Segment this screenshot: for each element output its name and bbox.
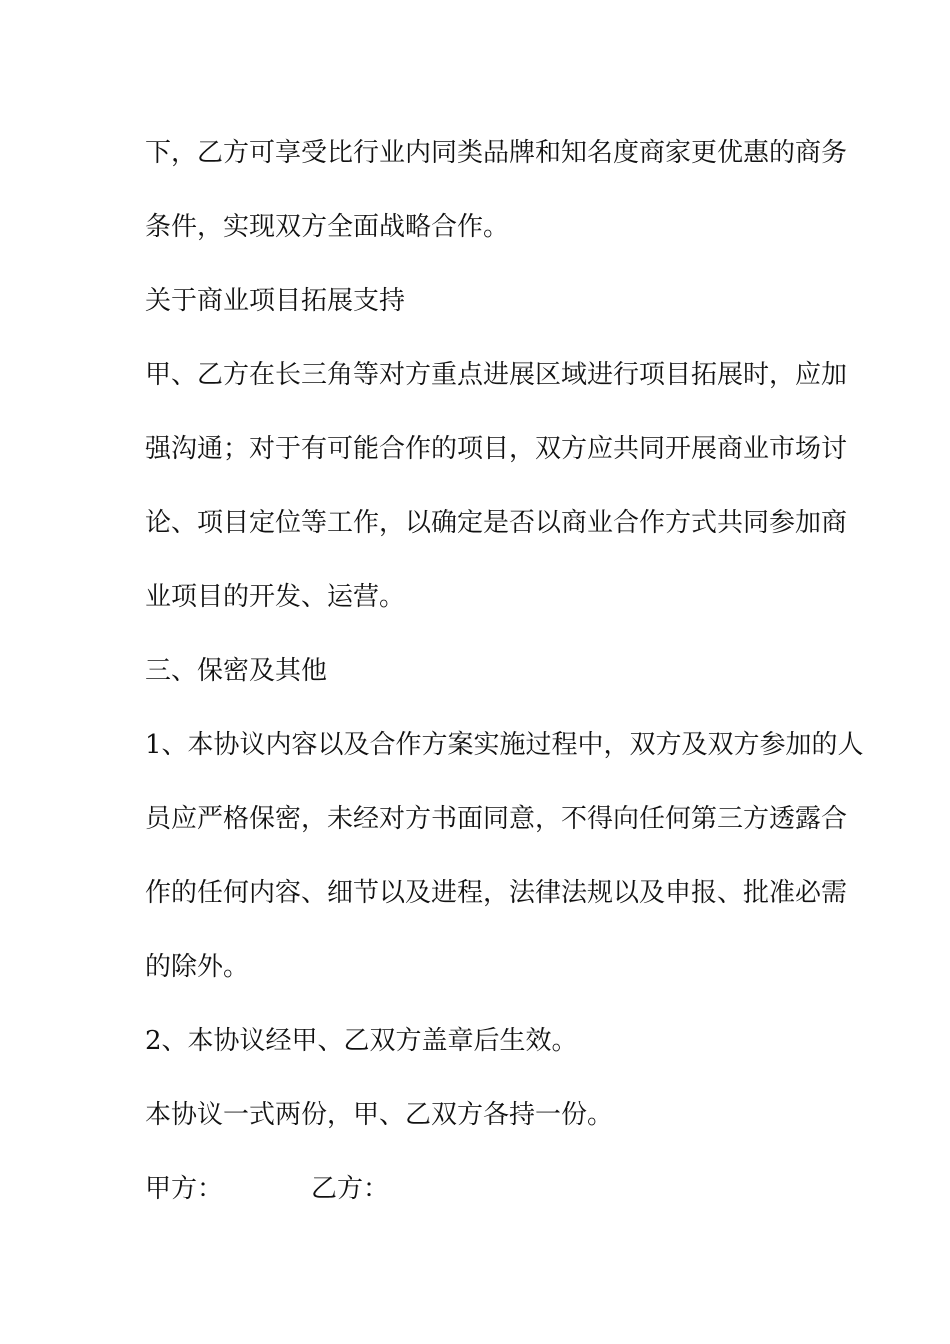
paragraph-line: 条件，实现双方全面战略合作。	[145, 212, 510, 242]
section-heading: 三、保密及其他	[145, 656, 328, 686]
paragraph-line: 强沟通；对于有可能合作的项目，双方应共同开展商业市场讨	[145, 434, 848, 464]
paragraph-line: 作的任何内容、细节以及进程，法律法规以及申报、批准必需	[145, 878, 848, 908]
paragraph-line: 甲、乙方在长三角等对方重点进展区域进行项目拓展时，应加	[145, 360, 848, 390]
paragraph-line: 论、项目定位等工作，以确定是否以商业合作方式共同参加商	[145, 508, 848, 538]
signature-party-b: 乙方：	[311, 1174, 390, 1204]
paragraph-line: 业项目的开发、运营。	[145, 582, 406, 612]
paragraph-line: 员应严格保密，未经对方书面同意，不得向任何第三方透露合	[145, 804, 848, 834]
paragraph-line: 2、本协议经甲、乙双方盖章后生效。	[145, 1026, 578, 1056]
signature-party-a: 甲方：	[145, 1174, 224, 1204]
paragraph-line: 1、本协议内容以及合作方案实施过程中，双方及双方参加的人	[145, 730, 864, 760]
paragraph-line: 本协议一式两份，甲、乙双方各持一份。	[145, 1100, 614, 1130]
paragraph-line: 下，乙方可享受比行业内同类品牌和知名度商家更优惠的商务	[145, 138, 848, 168]
paragraph-line: 的除外。	[145, 952, 250, 982]
section-heading: 关于商业项目拓展支持	[145, 286, 406, 316]
